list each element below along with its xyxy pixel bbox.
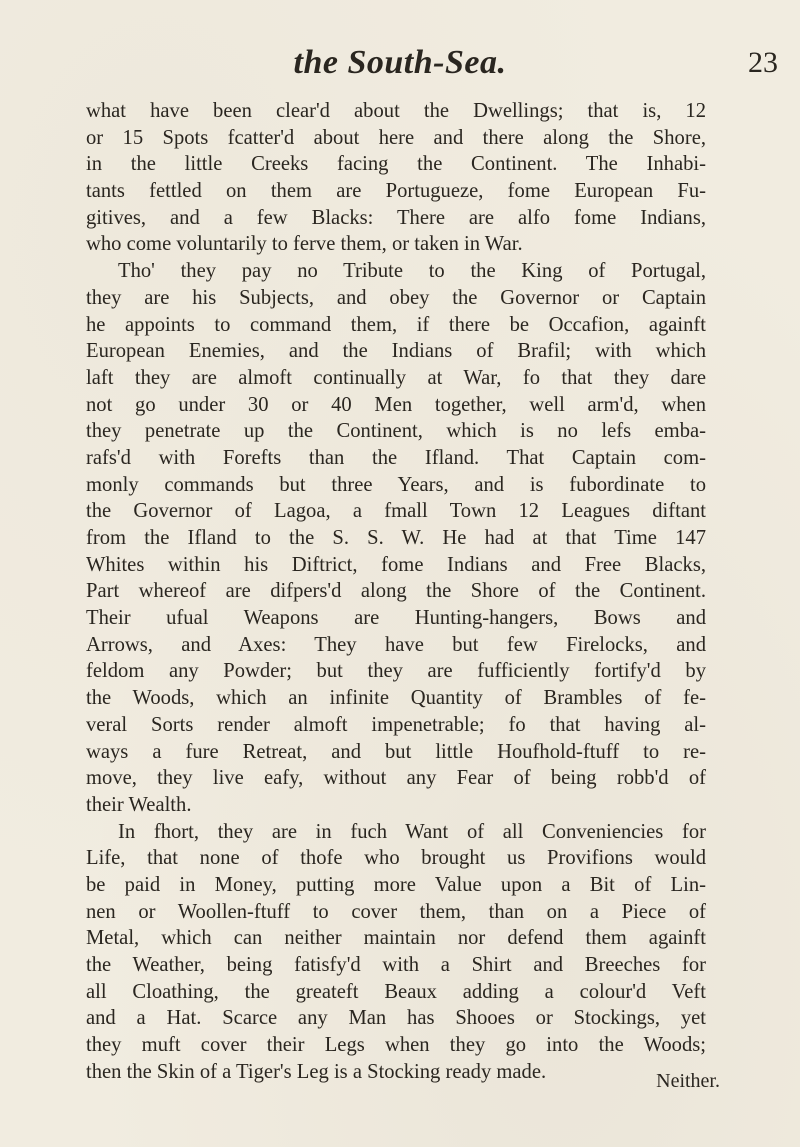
- text-line: Whites within his Diftrict, fome Indians and Free Blacks,: [86, 553, 706, 576]
- text-line: what have been clear'd about the Dwellings; that is, 12: [86, 100, 706, 122]
- text-line: all Cloathing, the greateft Beaux adding a colour'd Veft: [86, 980, 706, 1003]
- text-line: be paid in Money, putting more Value upon a Bit of Lin-: [86, 873, 706, 896]
- running-title: the South-Sea.: [293, 44, 507, 81]
- text-line: Their ufual Weapons are Hunting-hangers, Bows and: [86, 607, 706, 630]
- text-line: they are his Subjects, and obey the Governor or Captain: [86, 286, 706, 309]
- text-line: from the Ifland to the S. S. W. He had at that Time 147: [86, 527, 706, 549]
- text-line: or 15 Spots fcatter'd about here and there along the Shore,: [86, 126, 706, 149]
- text-line: they muft cover their Legs when they go into the Woods;: [86, 1034, 706, 1057]
- text-line: ways a fure Retreat, and but little Houfhold-ftuff to re-: [86, 740, 706, 763]
- text-line: Part whereof are difpers'd along the Shore of the Continent.: [86, 580, 706, 603]
- text-line: Arrows, and Axes: They have but few Firelocks, and: [86, 633, 706, 656]
- text-line: their Wealth.: [86, 793, 192, 816]
- text-line: then the Skin of a Tiger's Leg is a Stocking ready made.: [86, 1060, 547, 1083]
- catchword: Neither.: [656, 1070, 720, 1092]
- text-line: European Enemies, and the Indians of Brafil; with which: [86, 340, 706, 363]
- text-line: nen or Woollen-ftuff to cover them, than on a Piece of: [86, 900, 706, 923]
- text-line: laft they are almoft continually at War, fo that they dare: [86, 366, 706, 389]
- text-line: gitives, and a few Blacks: There are alfo fome Indians,: [86, 206, 706, 229]
- text-line: and a Hat. Scarce any Man has Shooes or Stockings, yet: [86, 1007, 706, 1030]
- text-line: in the little Creeks facing the Continent. The Inhabi-: [86, 153, 706, 176]
- paragraph-start-line: Tho' they pay no Tribute to the King of Portugal,: [118, 260, 706, 283]
- text-line: monly commands but three Years, and is fubordinate to: [86, 473, 706, 496]
- body-text: [86, 98, 706, 1085]
- text-line: rafs'd with Forefts than the Ifland. That Captain com-: [86, 446, 706, 469]
- paragraph-start-line: In fhort, they are in fuch Want of all Conveniencies for: [118, 820, 706, 843]
- text-line: Life, that none of thofe who brought us Provifions would: [86, 847, 706, 870]
- text-line: they penetrate up the Continent, which is no lefs emba-: [86, 420, 706, 443]
- text-line: Metal, which can neither maintain nor defend them againft: [86, 927, 706, 950]
- text-line: the Woods, which an infinite Quantity of Brambles of fe-: [86, 687, 706, 710]
- text-line: the Governor of Lagoa, a fmall Town 12 Leagues diftant: [86, 500, 706, 523]
- text-line: veral Sorts render almoft impenetrable; fo that having al-: [86, 713, 706, 736]
- text-line: move, they live eafy, without any Fear of being robb'd of: [86, 767, 706, 790]
- text-line: who come voluntarily to ferve them, or taken in War.: [86, 233, 523, 256]
- text-line: the Weather, being fatisfy'd with a Shirt and Breeches for: [86, 954, 706, 976]
- text-line: tants fettled on them are Portugueze, fome European Fu-: [86, 180, 706, 203]
- text-line: not go under 30 or 40 Men together, well arm'd, when: [86, 393, 706, 416]
- page-number: 23: [748, 46, 778, 79]
- text-line: feldom any Powder; but they are fufficiently fortify'd by: [86, 660, 706, 683]
- text-line: he appoints to command them, if there be Occafion, againft: [86, 313, 706, 336]
